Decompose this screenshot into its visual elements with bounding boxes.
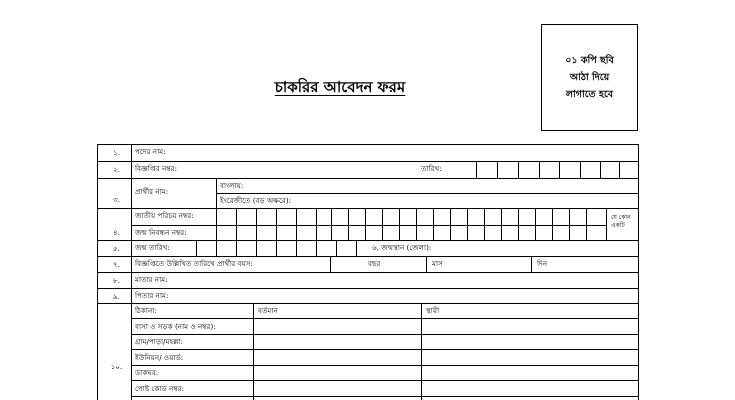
table-line xyxy=(336,240,337,256)
table-line xyxy=(518,208,519,240)
row-number: ৩. xyxy=(113,195,120,204)
table-line xyxy=(97,256,639,257)
table-line xyxy=(600,161,601,178)
table-line xyxy=(316,240,317,256)
post-code-label: পোষ্ট কোড নম্বর: xyxy=(135,384,184,393)
table-line xyxy=(97,288,639,289)
table-line xyxy=(131,349,639,350)
table-line xyxy=(356,240,357,256)
table-line xyxy=(501,208,502,240)
table-line xyxy=(296,208,297,240)
table-line xyxy=(236,208,237,240)
name-english-label: ইংরেজীতে (বড় অক্ষরে): xyxy=(220,196,292,205)
row-number: ৪. xyxy=(113,228,120,237)
table-line xyxy=(365,208,366,240)
table-line xyxy=(131,380,639,381)
table-line xyxy=(256,240,257,256)
table-line xyxy=(236,240,237,256)
national-id-label: জাতীয় পরিচয় নম্বর: xyxy=(135,211,194,220)
photo-box xyxy=(541,24,638,131)
table-line xyxy=(348,208,349,240)
table-line xyxy=(296,240,297,256)
table-line xyxy=(97,161,639,162)
table-line xyxy=(97,303,639,304)
table-line xyxy=(316,208,317,240)
birth-date-label: জন্ম তারিখ: xyxy=(135,243,170,252)
table-line xyxy=(559,161,560,178)
village-label: গ্রাম/পাড়া/মহল্লা: xyxy=(135,337,183,346)
father-name-label: পিতার নাম: xyxy=(135,291,169,300)
circular-number-label: বিজ্ঞপ্তির নম্বর: xyxy=(135,164,178,173)
post-office-label: ডাকঘর: xyxy=(135,368,159,377)
table-line xyxy=(606,208,607,240)
age-day-label: দিন xyxy=(537,259,548,268)
table-line xyxy=(216,240,217,256)
table-line xyxy=(196,240,197,256)
table-line xyxy=(131,365,639,366)
row-number: ৯. xyxy=(113,292,120,301)
address-permanent-header: স্থায়ী xyxy=(426,306,440,315)
table-line xyxy=(467,208,468,240)
applicant-name-label: প্রার্থীর নাম: xyxy=(135,187,169,196)
table-line xyxy=(426,256,427,272)
table-line xyxy=(586,208,587,240)
table-line xyxy=(216,178,217,208)
row-number: ২. xyxy=(113,165,120,174)
house-road-label: বাসা ও সড়ক (নাম ও নম্বর): xyxy=(135,322,216,331)
row-number: ১. xyxy=(113,148,120,157)
age-month-label: মাস xyxy=(432,259,443,268)
table-line xyxy=(131,318,639,319)
table-line xyxy=(216,208,217,240)
table-line xyxy=(382,208,383,240)
table-line xyxy=(399,208,400,240)
photo-instruction: ০১ কপি ছবি আঠা দিয়ে লাগাতে হবে xyxy=(565,55,614,100)
row-number: ৫. xyxy=(113,244,120,253)
table-line xyxy=(531,256,532,272)
union-ward-label: ইউনিয়ন/ ওয়ার্ড: xyxy=(135,353,184,362)
circular-date-label: তারিখ: xyxy=(421,164,442,173)
form-title: চাকরির আবেদন ফরম xyxy=(274,78,406,96)
table-line xyxy=(97,272,639,273)
table-line xyxy=(276,208,277,240)
table-line xyxy=(484,208,485,240)
table-line xyxy=(97,208,639,209)
table-line xyxy=(580,161,581,178)
table-line xyxy=(619,161,620,178)
table-line xyxy=(552,208,553,240)
age-label: বিজ্ঞপ্তিতে উল্লিখিত তারিখে প্রার্থীর বয়স: xyxy=(135,259,253,268)
row-number: ৭. xyxy=(113,260,120,269)
table-line xyxy=(131,396,639,397)
address-heading: ঠিকানা: xyxy=(135,306,157,315)
table-line xyxy=(638,144,639,400)
table-line xyxy=(216,193,639,194)
table-line xyxy=(497,161,498,178)
table-line xyxy=(421,303,422,400)
table-line xyxy=(518,161,519,178)
birthplace-label: ৬. জন্মস্থান (জেলা): xyxy=(372,243,432,252)
row-number: ৮. xyxy=(113,276,120,285)
table-line xyxy=(256,208,257,240)
table-line xyxy=(416,208,417,240)
table-line xyxy=(97,240,639,241)
table-line xyxy=(535,208,536,240)
birth-registration-label: জন্ম নিবন্ধন নম্বর: xyxy=(135,228,187,237)
table-line xyxy=(97,144,639,145)
table-line xyxy=(331,208,332,240)
row-number: ১০. xyxy=(110,362,123,371)
table-line xyxy=(276,240,277,256)
table-line xyxy=(253,303,254,400)
mother-name-label: মাতার নাম: xyxy=(135,275,168,284)
table-line xyxy=(97,178,639,179)
age-year-label: বছর xyxy=(368,259,381,268)
table-line xyxy=(450,208,451,240)
address-current-header: বর্তমান xyxy=(258,306,278,315)
table-line xyxy=(131,334,639,335)
either-one-note: যে কোন একটি xyxy=(611,214,631,229)
table-line xyxy=(330,256,331,272)
name-bangla-label: বাংলায়: xyxy=(220,181,244,190)
table-line xyxy=(476,161,477,178)
table-line xyxy=(539,161,540,178)
table-line xyxy=(433,208,434,240)
table-line xyxy=(569,208,570,240)
post-name-label: পদের নাম: xyxy=(135,147,166,156)
